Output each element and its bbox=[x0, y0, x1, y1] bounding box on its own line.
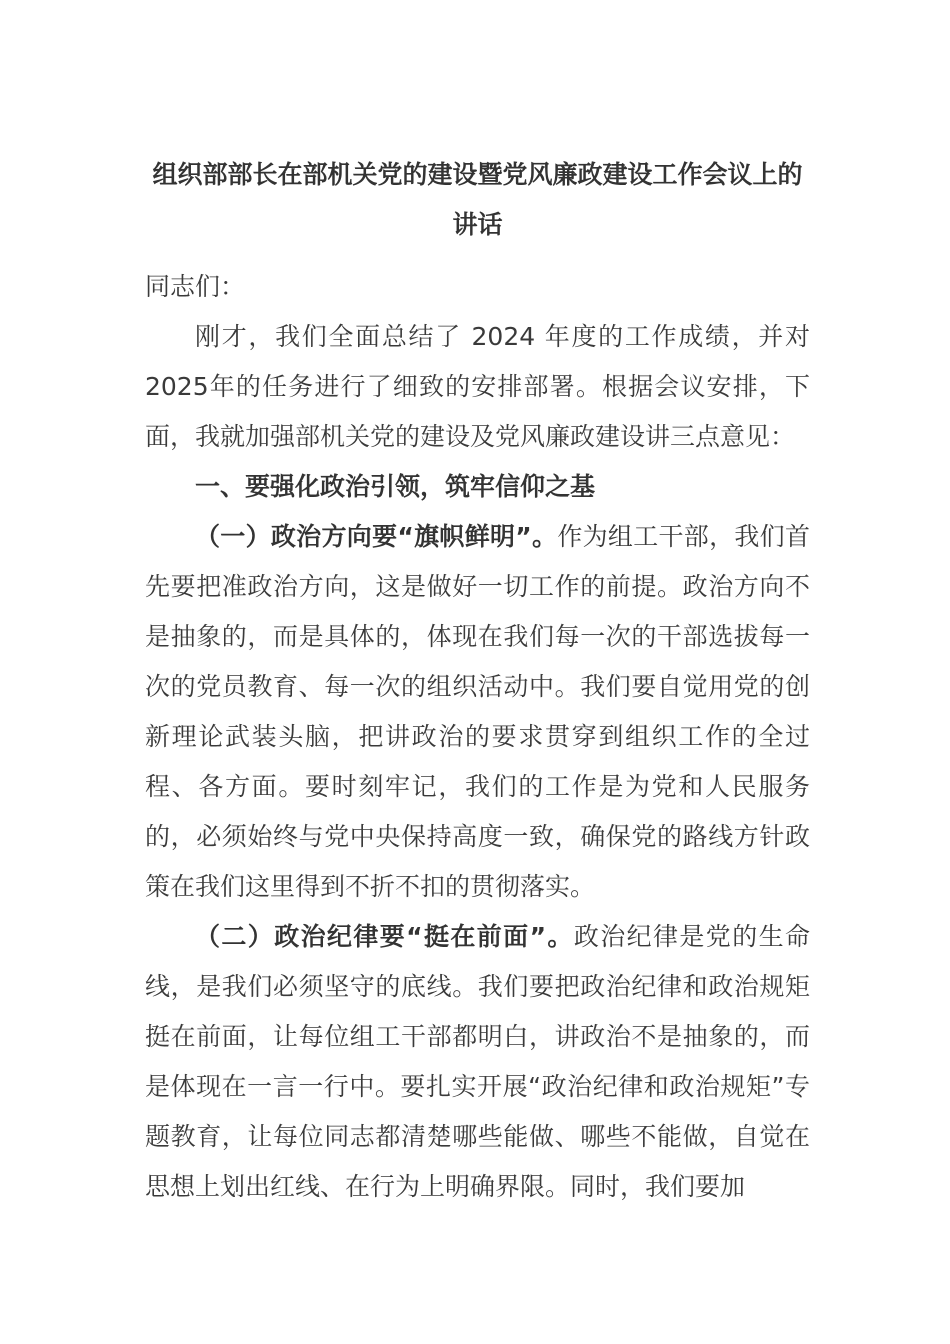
item-lead-2: （二）政治纪律要“挺在前面”。 bbox=[195, 922, 574, 951]
item-paragraph-1 bbox=[145, 512, 810, 912]
item-paragraph-2 bbox=[145, 912, 810, 1212]
salutation: 同志们： bbox=[145, 272, 246, 301]
item-lead-1: （一）政治方向要“旗帜鲜明”。 bbox=[195, 522, 558, 551]
document-title: 组织部部长在部机关党的建设暨党风廉政建设工作会议上的讲话 bbox=[152, 160, 803, 239]
item-body-1: 作为组工干部，我们首先要把准政治方向，这是做好一切工作的前提。政治方向不是抽象的，而是具体的，体现在我们每一次的干部选拔每一次的党员教育、每一次的组织活动中。我们要自觉用党的创新理论武装头脑，把讲政治的要求贯穿到组织工作的全过程、各方面。要时刻牢记，我们的工作是为党和人民服务的，必须始终与党中央保持高度一致，确保党的路线方针政策在我们这里得到不折不扣的贯彻落实。 bbox=[145, 522, 810, 901]
section-heading-1: 一、要强化政治引领，筑牢信仰之基 bbox=[195, 472, 596, 501]
document-body bbox=[145, 262, 810, 1212]
item-body-2: 政治纪律是党的生命线，是我们必须坚守的底线。我们要把政治纪律和政治规矩挺在前面，让每位组工干部都明白，讲政治不是抽象的，而是体现在一言一行中。要扎实开展“政治纪律和政治规矩”专题教育，让每位同志都清楚哪些能做、哪些不能做，自觉在思想上划出红线、在行为上明确界限。同时，我们要加 bbox=[145, 922, 810, 1201]
intro-paragraph: 刚才，我们全面总结了 2024 年度的工作成绩，并对2025年的任务进行了细致的安排部署。根据会议安排，下面，我就加强部机关党的建设及党风廉政建设讲三点意见： bbox=[145, 322, 810, 451]
